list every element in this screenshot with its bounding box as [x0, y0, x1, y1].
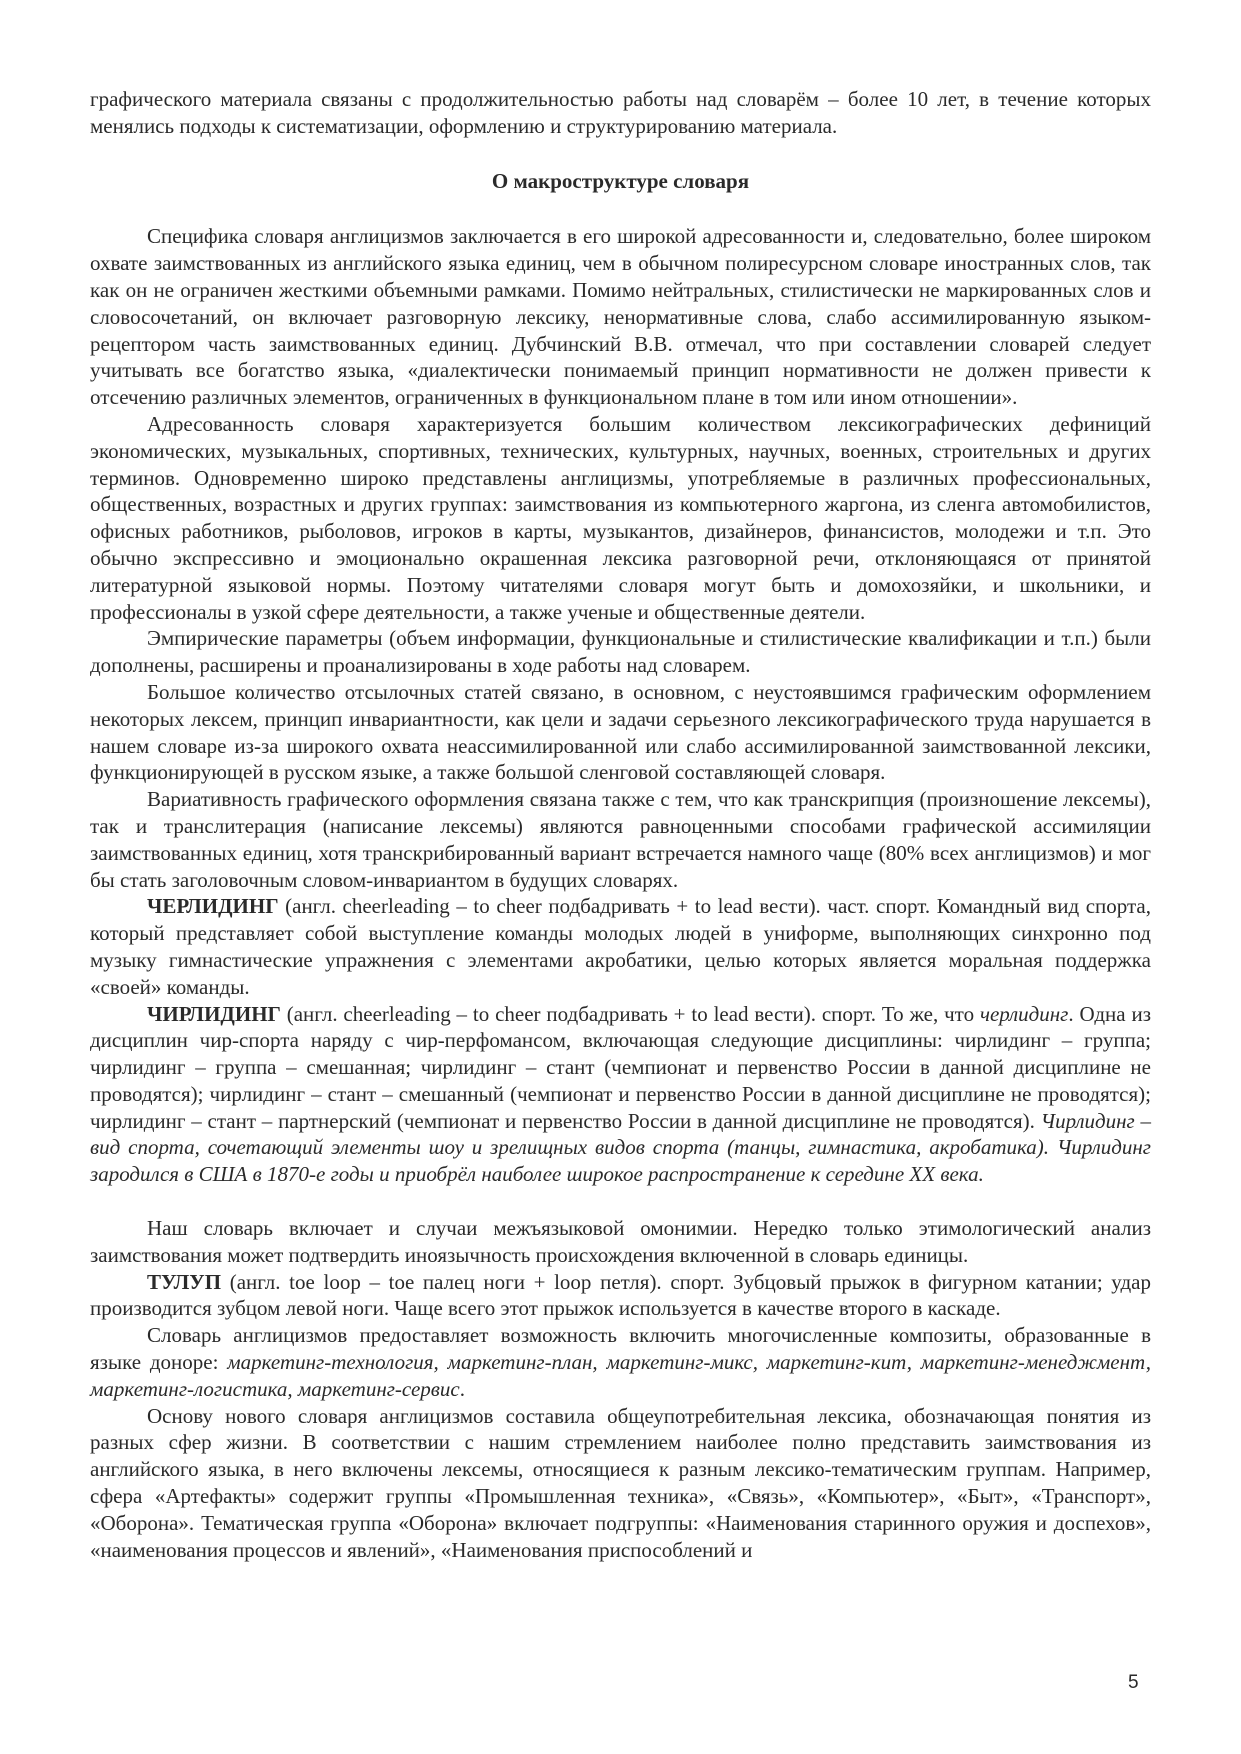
document-page: [90, 86, 1151, 1563]
entry-definition-part-b: . Одна из дисциплин чир-спорта наряду с чир-перфомансом, включающая следующие дисциплины: чирлидинг – группа; чирлидинг – группа – смешанная; чирлидинг – стант (чемпионат и первенство России в данной дисциплине не проводятся); чирлидинг – стант – смешанный (чемпионат и первенство России в данной дисциплине не проводятся); чирлидинг – стант – партнерский (чемпионат и первенство России в данной дисциплине не проводятся).: [90, 1001, 1152, 1133]
paragraph-4: Большое количество отсылочных статей связано, в основном, с неустоявшимся графическим оформлением некоторых лексем, принцип инвариантности, как цели и задачи серьезного лексикографического труда нарушается в нашем словаре из-за широкого охвата неассимилированной или слабо ассимилированной заимствованной лексики, функционирующей в русском языке, а также большой сленговой составляющей словаря.: [90, 679, 1151, 785]
entry-headword: ТУЛУП: [147, 1269, 222, 1294]
entry-definition: (англ. toe loop – toe палец ноги + loop петля). спорт. Зубцовый прыжок в фигурном катании; удар производится зубцом левой ноги. Чаще всего этот прыжок используется в качестве второго в каскаде.: [90, 1269, 1151, 1321]
dictionary-entry-chirliding: [90, 1001, 1151, 1189]
paragraph-8: Основу нового словаря англицизмов составила общеупотребительная лексика, обозначающая понятия из разных сфер жизни. В соответствии с нашим стремлением наиболее полно представить заимствования из английского языка, в него включены лексемы, относящиеся к разным лексико-тематическим группам. Например, сфера «Артефакты» содержит группы «Промышленная техника», «Связь», «Компьютер», «Быт», «Транспорт», «Оборона». Тематическая группа «Оборона» включает подгруппы: «Наименования старинного оружия и доспехов», «наименования процессов и явлений», «Наименования приспособлений и: [90, 1403, 1151, 1562]
dictionary-entry-cherliding: [90, 893, 1151, 1000]
paragraph-1: Специфика словаря англицизмов заключается в его широкой адресованности и, следовательно, более широком охвате заимствованных из английского языка единиц, чем в обычном полиресурсном словаре иностранных слов, так как он не ограничен жесткими объемными рамками. Помимо нейтральных, стилистически не маркированных слов и словосочетаний, он включает разговорную лексику, ненормативные слова, слабо ассимилированную языком-рецептором часть заимствованных единиц. Дубчинский В.В. отмечал, что при составлении словарей следует учитывать все богатство языка, «диалектически понимаемый принцип нормативности не должен привести к отсечению различных элементов, ограниченных в функциональном плане в том или ином отношении».: [90, 224, 1151, 410]
paragraph-3: Эмпирические параметры (объем информации, функциональные и стилистические квалификации и т.п.) были дополнены, расширены и проанализированы в ходе работы над словарем.: [90, 626, 1151, 678]
paragraph-2: Адресованность словаря характеризуется большим количеством лексикографических дефиниций экономических, музыкальных, спортивных, технических, культурных, научных, военных, строительных и других терминов. Одновременно широко представлены англицизмы, употребляемые в различных профессиональных, общественных, возрастных и других группах: заимствования из компьютерного жаргона, из сленга автомобилистов, офисных работников, рыболовов, игроков в карты, музыкантов, дизайнеров, финансистов, молодежи и т.п. Это обычно экспрессивно и эмоционально окрашенная лексика разговорной речи, отклоняющаяся от принятой литературной языковой нормы. Поэтому читателями словаря могут быть и домохозяйки, и школьники, и профессионалы в узкой сфере деятельности, а также ученые и общественные деятели.: [90, 411, 1151, 624]
composite-examples: маркетинг-технология, маркетинг-план, маркетинг-микс, маркетинг-кит, маркетинг-менеджмент, маркетинг-логистика, маркетинг-сервис: [90, 1350, 1151, 1401]
paragraph-intro: графического материала связаны с продолжительностью работы над словарём – более 10 лет, в течение которых менялись подходы к систематизации, оформлению и структурированию материала.: [90, 87, 1151, 138]
entry-headword: ЧИРЛИДИНГ: [147, 1001, 281, 1026]
entry-example: Чирлидинг – вид спорта, сочетающий элементы шоу и зрелищных видов спорта (танцы, гимнастика, акробатика). Чирлидинг зародился в США в 1870-е годы и приобрёл наиболее широкое распространение к середине XX века.: [90, 1108, 1151, 1187]
dictionary-entry-tulup: [90, 1269, 1151, 1323]
entry-definition-part-a: (англ. cheerleading – to cheer подбадривать + to lead вести). спорт. То же, что: [280, 1001, 980, 1026]
page-number: 5: [1128, 1672, 1139, 1693]
entry-cross-reference: черлидинг: [979, 1001, 1069, 1026]
paragraph-7: [90, 1322, 1151, 1402]
paragraph-6: Наш словарь включает и случаи межъязыковой омонимии. Нередко только этимологический анализ заимствования может подтвердить иноязычность происхождения включенной в словарь единицы.: [90, 1216, 1151, 1267]
blank-line: [90, 1188, 1151, 1215]
section-heading: О макроструктуре словаря: [491, 168, 750, 193]
paragraph-end: .: [459, 1376, 465, 1401]
entry-headword: ЧЕРЛИДИНГ: [147, 894, 279, 919]
entry-definition: (англ. cheerleading – to cheer подбадривать + to lead вести). част. спорт. Командный вид спорта, который представляет собой выступление команды молодых людей в униформе, выполняющих синхронно под музыку гимнастические упражнения с элементами акробатики, целью которых является моральная поддержка «своей» команды.: [90, 894, 1151, 999]
paragraph-text: Словарь англицизмов предоставляет возможность включить многочисленные композиты, образованные в языке доноре:: [90, 1323, 1151, 1375]
paragraph-5: Вариативность графического оформления связана также с тем, что как транскрипция (произношение лексемы), так и транслитерация (написание лексемы) являются равноценными способами графической ассимиляции заимствованных единиц, хотя транскрибированный вариант встречается намного чаще (80% всех англицизмов) и мог бы стать заголовочным словом-инвариантом в будущих словарях.: [90, 787, 1151, 892]
